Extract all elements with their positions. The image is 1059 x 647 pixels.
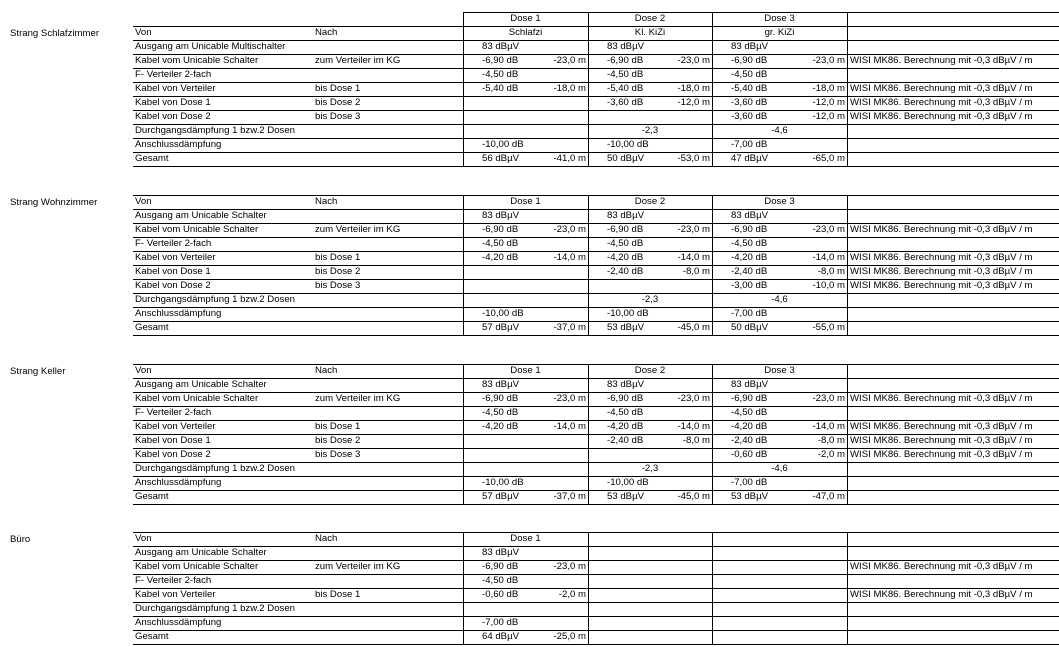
row-label-nach: zum Verteiler im KG (315, 55, 401, 66)
dose-value: -7,00 dB (731, 308, 768, 319)
row-label-von: Gesamt (135, 491, 169, 502)
grid-hline (133, 406, 1059, 407)
header-row (0, 12, 1059, 26)
dose-value: 83 dBµV (482, 210, 519, 221)
grid-hline (133, 462, 1059, 463)
cable-length: -23,0 m (677, 224, 710, 235)
row-note: WISI MK86. Berechnung mit -0,3 dBµV / m (850, 97, 1033, 108)
dose-value: -6,90 dB (607, 55, 644, 66)
table-row (0, 630, 1059, 644)
grid-hline (133, 476, 1059, 477)
dose-value: -10,00 dB (482, 477, 524, 488)
table-row (0, 124, 1059, 138)
row-label-von: Gesamt (135, 631, 169, 642)
cable-length: -18,0 m (812, 83, 845, 94)
table-row (0, 82, 1059, 96)
cable-length: -47,0 m (812, 491, 845, 502)
grid-hline (133, 293, 1059, 294)
row-label-nach: zum Verteiler im KG (315, 224, 401, 235)
cable-length: -45,0 m (677, 322, 710, 333)
dose-value: -7,00 dB (731, 139, 768, 150)
grid-vline (847, 12, 848, 166)
row-label-von: Ausgang am Unicable Schalter (135, 547, 267, 558)
cable-length: -23,0 m (553, 55, 586, 66)
dose-value: -4,50 dB (731, 407, 768, 418)
row-note: WISI MK86. Berechnung mit -0,3 dBµV / m (850, 266, 1033, 277)
dose-value: -10,00 dB (607, 139, 649, 150)
row-note: WISI MK86. Berechnung mit -0,3 dBµV / m (850, 111, 1033, 122)
dose-value: -6,90 dB (482, 561, 519, 572)
row-label-nach: bis Dose 2 (315, 266, 361, 277)
grid-hline (133, 602, 1059, 603)
row-label-von: Kabel von Dose 2 (135, 449, 211, 460)
cable-length: -37,0 m (553, 491, 586, 502)
cable-length: -2,0 m (817, 449, 845, 460)
row-label-von: F- Verteiler 2-fach (135, 407, 212, 418)
row-label-von: Anschlussdämpfung (135, 617, 222, 628)
grid-hline (133, 68, 1059, 69)
row-label-von: Durchgangsdämpfung 1 bzw.2 Dosen (135, 603, 295, 614)
grid-hline (133, 434, 1059, 435)
table-row (0, 110, 1059, 124)
dose-value: 83 dBµV (731, 379, 768, 390)
grid-hline (133, 574, 1059, 575)
row-label-nach: bis Dose 1 (315, 252, 361, 263)
cable-length: -18,0 m (553, 83, 586, 94)
dose-value: -7,00 dB (482, 617, 519, 628)
table-row (0, 279, 1059, 293)
row-label-nach: bis Dose 3 (315, 280, 361, 291)
table-row (0, 420, 1059, 434)
strang-title: Strang Wohnzimmer (10, 197, 98, 208)
column-header-von: Von (135, 533, 152, 544)
grid-hline (133, 644, 1059, 645)
dose-value: -4,20 dB (482, 252, 519, 263)
dose-value: -6,90 dB (607, 224, 644, 235)
row-label-nach: bis Dose 1 (315, 589, 361, 600)
dose-value: -7,00 dB (731, 477, 768, 488)
grid-hline (133, 364, 1059, 365)
header-columns-row (0, 364, 1059, 378)
dose-value: -4,50 dB (482, 238, 519, 249)
table-row (0, 96, 1059, 110)
table-row (0, 378, 1059, 392)
grid-hline (463, 12, 1059, 13)
table-row (0, 602, 1059, 616)
dose-value: -4,20 dB (607, 252, 644, 263)
dose-value: 83 dBµV (482, 547, 519, 558)
grid-hline (133, 321, 1059, 322)
dose-value: 57 dBµV (482, 491, 519, 502)
dose-value: -10,00 dB (607, 308, 649, 319)
row-label-von: Durchgangsdämpfung 1 bzw.2 Dosen (135, 294, 295, 305)
dose-value: -6,90 dB (731, 393, 768, 404)
cable-length: -18,0 m (677, 83, 710, 94)
grid-hline (133, 616, 1059, 617)
dose-header: Dose 2 (634, 365, 666, 376)
dose-value: -4,50 dB (607, 69, 644, 80)
table-row (0, 68, 1059, 82)
row-label-von: Kabel von Verteiler (135, 252, 216, 263)
dose-value: -2,40 dB (607, 266, 644, 277)
cable-length: -45,0 m (677, 491, 710, 502)
row-note: WISI MK86. Berechnung mit -0,3 dBµV / m (850, 280, 1033, 291)
table-row (0, 138, 1059, 152)
table-row (0, 476, 1059, 490)
row-label-von: F- Verteiler 2-fach (135, 575, 212, 586)
grid-hline (133, 546, 1059, 547)
cable-length: -53,0 m (677, 153, 710, 164)
dose-value: -4,20 dB (731, 421, 768, 432)
column-header-nach: Nach (315, 196, 338, 207)
dose-value: 50 dBµV (607, 153, 644, 164)
row-note: WISI MK86. Berechnung mit -0,3 dBµV / m (850, 561, 1033, 572)
grid-hline (133, 420, 1059, 421)
dose-header: Dose 1 (510, 196, 541, 207)
cable-length: -14,0 m (553, 421, 586, 432)
row-note: WISI MK86. Berechnung mit -0,3 dBµV / m (850, 449, 1033, 460)
column-header-nach: Nach (315, 365, 338, 376)
dose-value: -5,40 dB (482, 83, 519, 94)
table-row (0, 152, 1059, 166)
grid-hline (133, 138, 1059, 139)
row-label-von: Ausgang am Unicable Schalter (135, 379, 267, 390)
row-label-von: Kabel vom Unicable Schalter (135, 224, 259, 235)
dose-value: 64 dBµV (482, 631, 519, 642)
grid-hline (133, 237, 1059, 238)
row-label-nach: bis Dose 3 (315, 111, 361, 122)
dose-value: 50 dBµV (731, 322, 768, 333)
table-row (0, 490, 1059, 504)
grid-hline (133, 307, 1059, 308)
dose-value: -2,3 (641, 125, 659, 136)
table-row (0, 293, 1059, 307)
dose-header: Dose 3 (764, 13, 795, 24)
cable-length: -8,0 m (817, 266, 845, 277)
dose-value: 53 dBµV (607, 322, 644, 333)
cable-length: -10,0 m (812, 280, 845, 291)
row-label-von: Ausgang am Unicable Schalter (135, 210, 267, 221)
row-label-von: Kabel von Dose 1 (135, 97, 211, 108)
cable-length: -14,0 m (677, 252, 710, 263)
table-row (0, 588, 1059, 602)
cable-length: -23,0 m (677, 55, 710, 66)
dose-value: -4,50 dB (607, 238, 644, 249)
row-note: WISI MK86. Berechnung mit -0,3 dBµV / m (850, 252, 1033, 263)
dose-header: Dose 1 (510, 365, 541, 376)
table-row (0, 434, 1059, 448)
dose-subheader: Kl. KiZi (634, 27, 666, 38)
column-header-von: Von (135, 196, 152, 207)
table-row (0, 462, 1059, 476)
table-row (0, 406, 1059, 420)
row-label-von: Kabel von Dose 2 (135, 111, 211, 122)
cable-length: -55,0 m (812, 322, 845, 333)
column-header-von: Von (135, 27, 152, 38)
cable-length: -8,0 m (817, 435, 845, 446)
dose-value: -2,3 (641, 463, 659, 474)
dose-value: -5,40 dB (607, 83, 644, 94)
dose-value: 53 dBµV (731, 491, 768, 502)
dose-header: Dose 2 (634, 13, 666, 24)
cable-length: -12,0 m (812, 111, 845, 122)
strang-title: Strang Schlafzimmer (10, 28, 100, 39)
cable-length: -14,0 m (812, 421, 845, 432)
row-label-von: Kabel von Dose 1 (135, 435, 211, 446)
dose-value: 83 dBµV (482, 41, 519, 52)
table-row (0, 265, 1059, 279)
table-row (0, 392, 1059, 406)
column-header-nach: Nach (315, 27, 338, 38)
row-label-von: Anschlussdämpfung (135, 308, 222, 319)
dose-value: 83 dBµV (482, 379, 519, 390)
dose-header: Dose 2 (634, 196, 666, 207)
grid-hline (133, 378, 1059, 379)
dose-value: -4,50 dB (482, 575, 519, 586)
dose-value: -4,6 (771, 125, 788, 136)
row-label-nach: zum Verteiler im KG (315, 561, 401, 572)
cable-length: -23,0 m (812, 224, 845, 235)
dose-value: -6,90 dB (607, 393, 644, 404)
grid-hline (133, 392, 1059, 393)
cable-length: -14,0 m (677, 421, 710, 432)
row-label-von: Kabel von Verteiler (135, 589, 216, 600)
cable-length: -25,0 m (553, 631, 586, 642)
row-label-von: Ausgang am Unicable Multischalter (135, 41, 286, 52)
header-columns-row (0, 195, 1059, 209)
row-label-von: Kabel von Dose 1 (135, 266, 211, 277)
cable-length: -23,0 m (553, 393, 586, 404)
table-row (0, 616, 1059, 630)
row-label-von: Kabel von Verteiler (135, 421, 216, 432)
strang-title: Büro (10, 534, 31, 545)
grid-hline (133, 166, 1059, 167)
table-row (0, 448, 1059, 462)
row-label-von: Kabel vom Unicable Schalter (135, 561, 259, 572)
dose-value: 47 dBµV (731, 153, 768, 164)
dose-value: -4,20 dB (482, 421, 519, 432)
dose-value: -4,50 dB (482, 69, 519, 80)
dose-value: -3,60 dB (607, 97, 644, 108)
table-row (0, 54, 1059, 68)
grid-hline (133, 82, 1059, 83)
dose-value: -4,20 dB (607, 421, 644, 432)
dose-value: -4,50 dB (731, 69, 768, 80)
table-row (0, 307, 1059, 321)
row-note: WISI MK86. Berechnung mit -0,3 dBµV / m (850, 224, 1033, 235)
table-row (0, 574, 1059, 588)
grid-vline (712, 12, 713, 166)
row-label-von: Durchgangsdämpfung 1 bzw.2 Dosen (135, 125, 295, 136)
header-columns-row (0, 26, 1059, 40)
row-label-nach: bis Dose 3 (315, 449, 361, 460)
grid-hline (133, 223, 1059, 224)
dose-value: 53 dBµV (607, 491, 644, 502)
column-header-von: Von (135, 365, 152, 376)
row-note: WISI MK86. Berechnung mit -0,3 dBµV / m (850, 421, 1033, 432)
cable-length: -23,0 m (677, 393, 710, 404)
dose-value: 56 dBµV (482, 153, 519, 164)
cable-length: -8,0 m (682, 435, 710, 446)
row-label-von: Anschlussdämpfung (135, 477, 222, 488)
dose-value: -6,90 dB (731, 224, 768, 235)
cable-length: -14,0 m (812, 252, 845, 263)
grid-hline (133, 251, 1059, 252)
row-note: WISI MK86. Berechnung mit -0,3 dBµV / m (850, 55, 1033, 66)
dose-header: Dose 3 (764, 196, 795, 207)
grid-hline (133, 110, 1059, 111)
dose-value: -3,00 dB (731, 280, 768, 291)
dose-value: -2,40 dB (731, 266, 768, 277)
dose-value: 83 dBµV (607, 379, 644, 390)
dose-value: -5,40 dB (731, 83, 768, 94)
dose-value: -3,60 dB (731, 97, 768, 108)
table-row (0, 237, 1059, 251)
table-row (0, 223, 1059, 237)
dose-subheader: gr. KiZi (764, 27, 795, 38)
row-note: WISI MK86. Berechnung mit -0,3 dBµV / m (850, 589, 1033, 600)
row-label-von: Gesamt (135, 322, 169, 333)
row-note: WISI MK86. Berechnung mit -0,3 dBµV / m (850, 435, 1033, 446)
cable-length: -23,0 m (812, 393, 845, 404)
grid-hline (133, 124, 1059, 125)
dose-value: -10,00 dB (607, 477, 649, 488)
table-row (0, 560, 1059, 574)
dose-value: -2,40 dB (731, 435, 768, 446)
dose-value: -2,40 dB (607, 435, 644, 446)
cable-length: -23,0 m (553, 561, 586, 572)
table-row (0, 546, 1059, 560)
row-note: WISI MK86. Berechnung mit -0,3 dBµV / m (850, 83, 1033, 94)
table-row (0, 209, 1059, 223)
dose-value: -10,00 dB (482, 308, 524, 319)
row-label-von: Kabel von Dose 2 (135, 280, 211, 291)
column-header-nach: Nach (315, 533, 338, 544)
dose-value: -4,6 (771, 294, 788, 305)
dose-subheader: Schlafzi (508, 27, 543, 38)
row-label-von: Kabel von Verteiler (135, 83, 216, 94)
dose-value: 83 dBµV (607, 41, 644, 52)
grid-hline (133, 26, 1059, 27)
dose-value: -6,90 dB (482, 393, 519, 404)
dose-value: 57 dBµV (482, 322, 519, 333)
dose-header: Dose 1 (510, 13, 541, 24)
row-label-nach: zum Verteiler im KG (315, 393, 401, 404)
grid-hline (133, 265, 1059, 266)
dose-value: -4,6 (771, 463, 788, 474)
dose-value: -4,50 dB (482, 407, 519, 418)
table-row (0, 40, 1059, 54)
cable-length: -14,0 m (553, 252, 586, 263)
header-columns-row (0, 532, 1059, 546)
dose-value: -4,20 dB (731, 252, 768, 263)
grid-hline (133, 504, 1059, 505)
row-label-nach: bis Dose 2 (315, 435, 361, 446)
dose-value: -6,90 dB (731, 55, 768, 66)
grid-vline (463, 12, 464, 166)
dose-value: -4,50 dB (731, 238, 768, 249)
cable-length: -23,0 m (812, 55, 845, 66)
dose-value: -10,00 dB (482, 139, 524, 150)
dose-value: -4,50 dB (607, 407, 644, 418)
grid-hline (133, 152, 1059, 153)
row-label-nach: bis Dose 1 (315, 83, 361, 94)
dose-value: -6,90 dB (482, 55, 519, 66)
row-note: WISI MK86. Berechnung mit -0,3 dBµV / m (850, 393, 1033, 404)
row-label-von: Kabel vom Unicable Schalter (135, 55, 259, 66)
dose-value: 83 dBµV (731, 210, 768, 221)
row-label-von: Anschlussdämpfung (135, 139, 222, 150)
grid-hline (133, 54, 1059, 55)
dose-value: -0,60 dB (482, 589, 519, 600)
grid-hline (133, 195, 1059, 196)
grid-hline (133, 448, 1059, 449)
dose-value: 83 dBµV (731, 41, 768, 52)
grid-hline (133, 490, 1059, 491)
grid-hline (133, 209, 1059, 210)
grid-hline (133, 279, 1059, 280)
cable-length: -2,0 m (558, 589, 586, 600)
dose-header: Dose 1 (510, 533, 541, 544)
dose-value: 83 dBµV (607, 210, 644, 221)
cable-length: -12,0 m (677, 97, 710, 108)
dose-value: -6,90 dB (482, 224, 519, 235)
grid-hline (133, 630, 1059, 631)
row-label-von: Gesamt (135, 153, 169, 164)
grid-vline (588, 12, 589, 166)
row-label-nach: bis Dose 2 (315, 97, 361, 108)
cable-length: -12,0 m (812, 97, 845, 108)
row-label-von: F- Verteiler 2-fach (135, 69, 212, 80)
grid-hline (133, 96, 1059, 97)
table-row (0, 251, 1059, 265)
grid-hline (133, 588, 1059, 589)
row-label-von: Kabel vom Unicable Schalter (135, 393, 259, 404)
dose-value: -2,3 (641, 294, 659, 305)
row-label-von: Durchgangsdämpfung 1 bzw.2 Dosen (135, 463, 295, 474)
strang-title: Strang Keller (10, 366, 66, 377)
dose-value: -3,60 dB (731, 111, 768, 122)
cable-length: -37,0 m (553, 322, 586, 333)
dose-header: Dose 3 (764, 365, 795, 376)
row-label-von: F- Verteiler 2-fach (135, 238, 212, 249)
dose-value: -0,60 dB (731, 449, 768, 460)
grid-hline (133, 560, 1059, 561)
cable-length: -41,0 m (553, 153, 586, 164)
table-row (0, 321, 1059, 335)
row-label-nach: bis Dose 1 (315, 421, 361, 432)
grid-hline (133, 335, 1059, 336)
grid-hline (133, 532, 1059, 533)
cable-length: -65,0 m (812, 153, 845, 164)
cable-length: -8,0 m (682, 266, 710, 277)
grid-hline (133, 40, 1059, 41)
cable-length: -23,0 m (553, 224, 586, 235)
